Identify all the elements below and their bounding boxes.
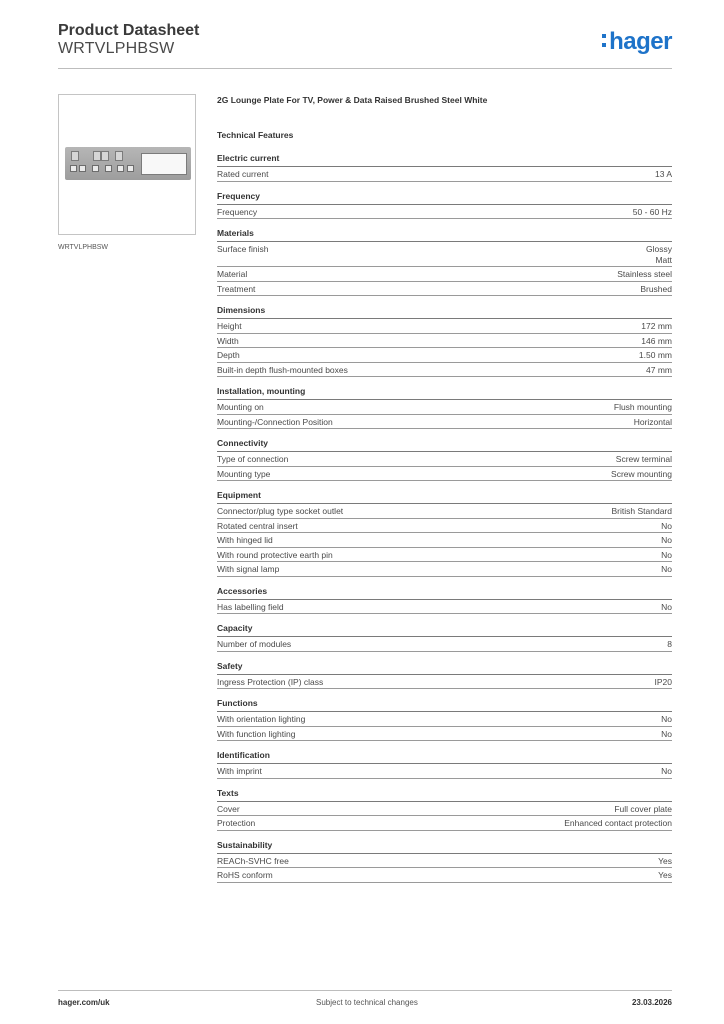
spec-group-title: Dimensions: [217, 303, 672, 319]
spec-value: Flush mounting: [613, 402, 672, 412]
spec-row: [217, 712, 672, 727]
spec-label: Cover: [217, 803, 240, 814]
socket-pin-icon: [92, 165, 99, 172]
technical-features-heading: Technical Features: [217, 130, 294, 140]
socket-pin-icon: [127, 165, 134, 172]
spec-group-title: Frequency: [217, 189, 672, 205]
document-title: Product Datasheet: [58, 22, 200, 39]
switch-icon: [101, 151, 109, 161]
spec-label: With function lighting: [217, 728, 296, 739]
spec-row: [217, 205, 672, 220]
spec-row: [217, 452, 672, 467]
spec-group: [217, 436, 672, 481]
spec-row: [217, 467, 672, 482]
socket-pin-icon: [117, 165, 124, 172]
spec-label: Depth: [217, 350, 240, 360]
spec-row: [217, 548, 672, 563]
socket-pin-icon: [70, 165, 77, 172]
spec-value: Horizontal: [633, 416, 672, 427]
spec-row: [217, 854, 672, 869]
spec-group: [217, 748, 672, 779]
spec-value: 13 A: [654, 169, 672, 179]
image-caption: WRTVLPHBSW: [58, 244, 109, 251]
socket-pin-icon: [79, 165, 86, 172]
spec-group-title: Installation, mounting: [217, 384, 672, 400]
spec-row: [217, 802, 672, 817]
spec-label: Type of connection: [217, 454, 289, 464]
spec-value: 146 mm: [641, 335, 672, 346]
page-header: [58, 20, 672, 68]
data-panel: [141, 153, 187, 175]
spec-group-title: Identification: [217, 748, 672, 764]
logo-dots-icon: [602, 28, 608, 47]
spec-value: Screw terminal: [615, 454, 672, 464]
spec-label: Connector/plug type socket outlet: [217, 506, 344, 516]
product-code: WRTVLPHBSW: [58, 40, 175, 57]
spec-row: [217, 519, 672, 534]
spec-value: 8: [667, 639, 672, 649]
header-divider: [58, 68, 672, 69]
footer-date: 23.03.2026: [631, 998, 672, 1007]
spec-value: Enhanced contact protection: [564, 818, 672, 828]
spec-row: [217, 637, 672, 652]
spec-row: [217, 348, 672, 363]
footer-divider: [58, 990, 672, 991]
footer-website: hager.com/uk: [58, 998, 110, 1007]
spec-label: Treatment: [217, 283, 256, 294]
spec-group: [217, 696, 672, 741]
spec-label: With orientation lighting: [217, 714, 306, 724]
spec-group: [217, 786, 672, 831]
spec-group-title: Accessories: [217, 584, 672, 600]
socket-pin-icon: [105, 165, 112, 172]
spec-label: Surface finish: [217, 244, 269, 254]
spec-group-title: Functions: [217, 696, 672, 712]
spec-group-title: Safety: [217, 659, 672, 675]
spec-label: Number of modules: [217, 639, 292, 649]
spec-group: [217, 384, 672, 429]
spec-group: [217, 838, 672, 883]
spec-value: No: [661, 535, 672, 545]
socket-plate-illustration: [65, 147, 191, 180]
switch-icon: [71, 151, 79, 161]
spec-group: [217, 189, 672, 220]
spec-row: [217, 167, 672, 182]
spec-value: Yes: [658, 855, 672, 866]
spec-value: No: [661, 549, 672, 560]
footer-notice: Subject to technical changes: [316, 998, 418, 1007]
spec-value-line: Glossy: [646, 244, 672, 254]
spec-label: REACh-SVHC free: [217, 855, 289, 866]
spec-label: With signal lamp: [217, 564, 280, 574]
spec-group-title: Materials: [217, 226, 672, 242]
logo-text: hager: [609, 28, 672, 55]
spec-group-title: Sustainability: [217, 838, 672, 854]
spec-value: No: [661, 728, 672, 739]
spec-label: With hinged lid: [217, 535, 273, 545]
spec-label: Material: [217, 269, 248, 279]
spec-label: Built-in depth flush-mounted boxes: [217, 364, 348, 375]
spec-label: Height: [217, 321, 242, 331]
spec-row: [217, 267, 672, 282]
spec-value: No: [661, 766, 672, 776]
spec-row: [217, 400, 672, 415]
spec-row: [217, 562, 672, 577]
spec-row: [217, 319, 672, 334]
spec-row: [217, 504, 672, 519]
spec-value: 1.50 mm: [638, 350, 672, 360]
spec-row: [217, 282, 672, 297]
spec-row: [217, 868, 672, 883]
spec-group-title: Equipment: [217, 488, 672, 504]
spec-group-title: Texts: [217, 786, 672, 802]
spec-group: [217, 488, 672, 577]
spec-value: Full cover plate: [614, 803, 672, 814]
spec-label: With round protective earth pin: [217, 549, 333, 560]
spec-label: Frequency: [217, 206, 258, 217]
spec-value: British Standard: [611, 506, 672, 516]
spec-value: [646, 244, 672, 265]
spec-group: [217, 584, 672, 615]
product-image: [58, 94, 196, 235]
spec-row: [217, 334, 672, 349]
spec-label: Mounting-/Connection Position: [217, 416, 333, 427]
spec-row: [217, 600, 672, 615]
switch-icon: [93, 151, 101, 161]
spec-group: [217, 226, 672, 296]
spec-group-title: Connectivity: [217, 436, 672, 452]
spec-value: Stainless steel: [617, 269, 672, 279]
spec-row: [217, 533, 672, 548]
spec-label: Width: [217, 335, 239, 346]
spec-groups: [217, 151, 672, 883]
spec-group-title: Capacity: [217, 621, 672, 637]
spec-row: [217, 727, 672, 742]
spec-group: [217, 151, 672, 182]
spec-value: No: [661, 520, 672, 531]
spec-label: Has labelling field: [217, 601, 284, 612]
spec-label: Rotated central insert: [217, 520, 298, 531]
spec-label: Ingress Protection (IP) class: [217, 676, 324, 687]
spec-value: 47 mm: [646, 364, 672, 375]
spec-row: [217, 363, 672, 378]
spec-label: With imprint: [217, 766, 262, 776]
spec-group-title: Electric current: [217, 151, 672, 167]
switch-icon: [115, 151, 123, 161]
spec-row: [217, 764, 672, 779]
spec-value: No: [661, 714, 672, 724]
hager-logo: [602, 28, 672, 56]
spec-value: No: [661, 564, 672, 574]
spec-group: [217, 659, 672, 690]
spec-value: No: [661, 601, 672, 612]
spec-group: [217, 621, 672, 652]
product-name: 2G Lounge Plate For TV, Power & Data Raised Brushed Steel White: [217, 95, 488, 105]
spec-label: Mounting type: [217, 468, 271, 479]
spec-label: Protection: [217, 818, 256, 828]
spec-label: Mounting on: [217, 402, 264, 412]
spec-content: [217, 95, 672, 883]
spec-row: [217, 675, 672, 690]
spec-value: Screw mounting: [611, 468, 672, 479]
spec-value: 50 - 60 Hz: [632, 206, 672, 217]
spec-value: 172 mm: [641, 321, 672, 331]
spec-row: [217, 816, 672, 831]
spec-value-line: Matt: [655, 254, 672, 265]
spec-value: IP20: [654, 676, 672, 687]
spec-value: Brushed: [640, 283, 672, 294]
spec-group: [217, 303, 672, 377]
spec-label: Rated current: [217, 169, 269, 179]
spec-value: Yes: [658, 870, 672, 880]
spec-row: [217, 415, 672, 430]
spec-row: [217, 242, 672, 267]
spec-label: RoHS conform: [217, 870, 273, 880]
